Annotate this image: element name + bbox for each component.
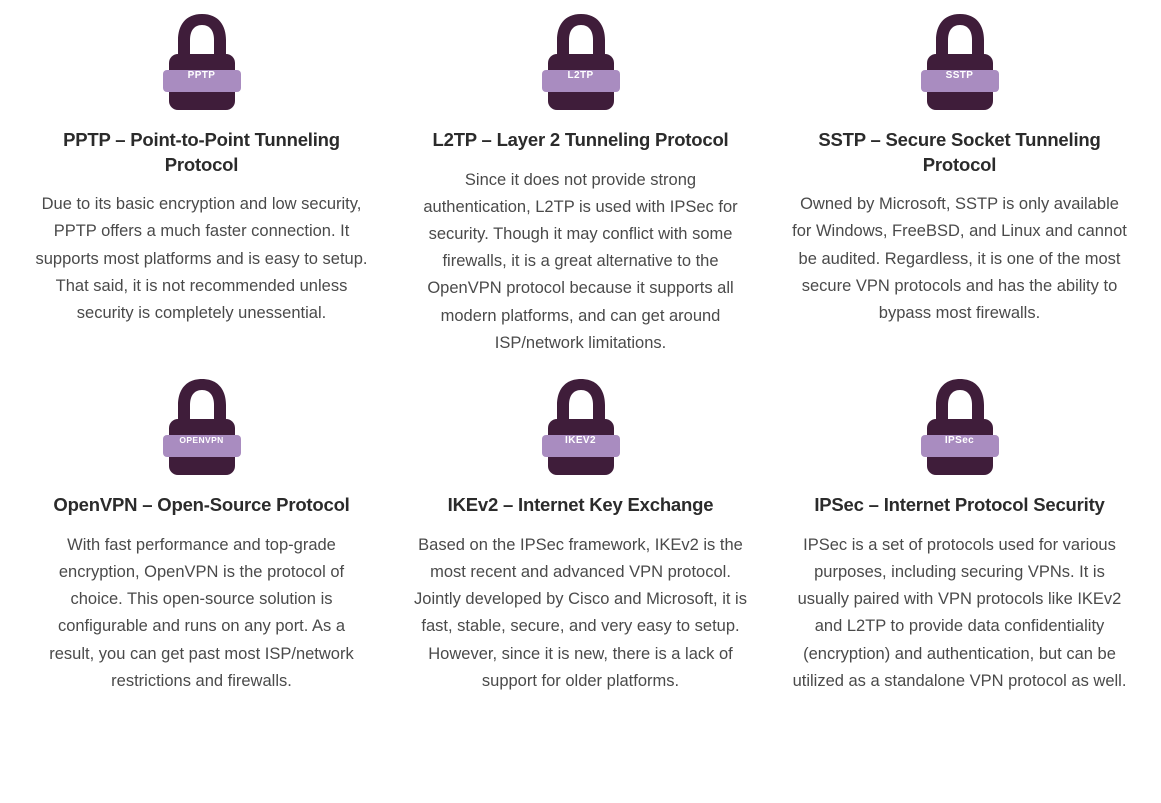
padlock-icon — [917, 10, 1003, 114]
protocol-icon-wrap — [34, 10, 369, 114]
protocol-description: Based on the IPSec framework, IKEv2 is the most recent and advanced VPN protocol. Jointly developed by Cisco and Microsoft, it is fast, stable, secure, and very easy to setup. However, since it is new, there is a lack of support for older platforms. — [414, 535, 747, 690]
protocol-title: L2TP – Layer 2 Tunneling Protocol — [432, 129, 729, 150]
protocol-card — [12, 375, 391, 695]
padlock-icon — [538, 375, 624, 479]
protocol-card — [770, 375, 1149, 695]
protocol-icon-wrap — [413, 375, 748, 479]
protocol-badge-label: L2TP — [567, 70, 594, 81]
protocol-card — [391, 375, 770, 695]
protocol-description: Since it does not provide strong authentication, L2TP is used with IPSec for security. Though it may conflict with some firewalls, it is a great alternative to the OpenVPN protocol because it supports all modern platforms, and can get around ISP/network limitations. — [423, 170, 738, 352]
padlock-icon — [159, 10, 245, 114]
protocol-icon-wrap — [792, 10, 1127, 114]
protocol-card — [391, 10, 770, 357]
protocol-badge-label: IKEV2 — [565, 435, 596, 447]
protocol-title: SSTP – Secure Socket Tunneling Protocol — [818, 129, 1101, 175]
padlock-icon — [538, 10, 624, 114]
protocol-badge-label: PPTP — [187, 70, 216, 81]
protocol-title: OpenVPN – Open-Source Protocol — [53, 494, 350, 516]
protocol-icon-wrap — [34, 375, 369, 479]
protocol-description: IPSec is a set of protocols used for various purposes, including securing VPNs. It is usually paired with VPN protocols like IKEv2 and L2TP to provide data confidentiality (encryption) and authentication, but can be utilized as a standalone VPN protocol as well. — [792, 535, 1127, 690]
protocol-description: With fast performance and top-grade encryption, OpenVPN is the protocol of choice. This open-source solution is configurable and runs on any port. As a result, you can get past most ISP/network restrictions and firewalls. — [49, 535, 354, 690]
protocol-icon-wrap — [413, 10, 748, 114]
protocol-card — [770, 10, 1149, 357]
protocol-title: IKEv2 – Internet Key Exchange — [447, 494, 714, 516]
protocol-card — [12, 10, 391, 357]
protocol-title: IPSec – Internet Protocol Security — [814, 494, 1105, 516]
protocol-icon-wrap — [792, 375, 1127, 479]
protocol-description: Due to its basic encryption and low security, PPTP offers a much faster connection. It supports most platforms and is easy to setup. That said, it is not recommended unless security is completely unessential. — [35, 195, 368, 323]
padlock-icon — [159, 375, 245, 479]
padlock-icon — [917, 375, 1003, 479]
protocol-badge-label: SSTP — [945, 70, 974, 81]
protocol-title: PPTP – Point-to-Point Tunneling Protocol — [63, 129, 340, 175]
protocol-badge-label: IPSec — [944, 435, 975, 447]
protocol-badge-label: OPENVPN — [179, 435, 224, 446]
protocol-description: Owned by Microsoft, SSTP is only available for Windows, FreeBSD, and Linux and cannot be audited. Regardless, it is one of the most secure VPN protocols and has the ability to bypass most firewalls. — [792, 195, 1127, 323]
